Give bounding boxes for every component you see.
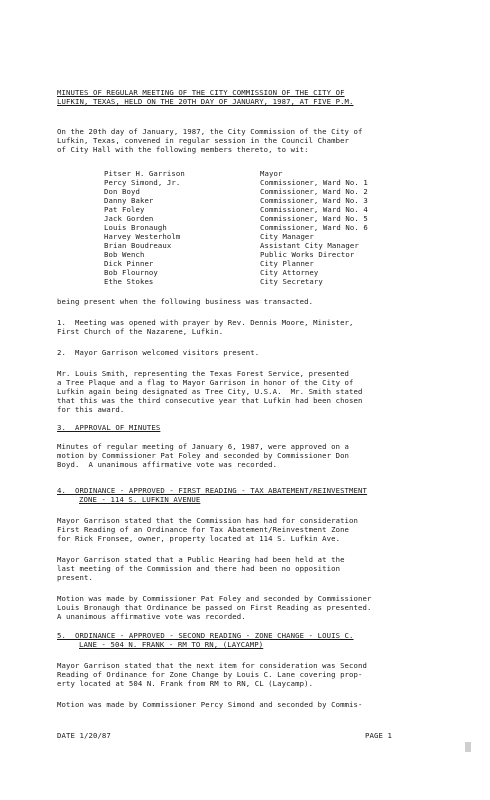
attendee-title: Commissioner, Ward No. 2 [260, 187, 368, 196]
attendee-title: Public Works Director [260, 250, 355, 259]
section-4-para-2: Mayor Garrison stated that a Public Hearing had been held at the [57, 555, 345, 564]
attendee-name: Ethe Stokes [104, 277, 154, 286]
attendee-title: City Secretary [260, 277, 323, 286]
attendee-name: Don Boyd [104, 187, 140, 196]
attendee-name: Danny Baker [104, 196, 154, 205]
section-4-para-3: Motion was made by Commissioner Pat Foley and seconded by Commissioner [57, 594, 372, 603]
attendee-title: City Planner [260, 259, 314, 268]
attendee-name: Bob Wench [104, 250, 145, 259]
attendee-name: Dick Pinner [104, 259, 154, 268]
section-4-para-1: for Rick Fronsee, owner, property located at 114 S. Lufkin Ave. [57, 534, 341, 543]
section-4-para-2: last meeting of the Commission and there had been no opposition [57, 564, 341, 573]
attendee-title: City Manager [260, 232, 314, 241]
attendee-title: Commissioner, Ward No. 6 [260, 223, 368, 232]
footer-date: DATE 1/20/87 [57, 731, 111, 740]
title-line-1: MINUTES OF REGULAR MEETING OF THE CITY COMMISSION OF THE CITY OF [57, 88, 345, 97]
attendee-title: Assistant City Manager [260, 241, 359, 250]
section-4-heading-1: 4. ORDINANCE - APPROVED - FIRST READING - TAX ABATEMENT/REINVESTMENT [57, 486, 368, 495]
attendee-title: Commissioner, Ward No. 5 [260, 214, 368, 223]
attendee-name: Pitser H. Garrison [104, 169, 185, 178]
attendee-title: Commissioner, Ward No. 3 [260, 196, 368, 205]
attendee-name: Harvey Westerholm [104, 232, 181, 241]
section-5-para-2: Motion was made by Commissioner Percy Simond and seconded by Commis- [57, 700, 363, 709]
item-2-line: 2. Mayor Garrison welcomed visitors present. [57, 348, 260, 357]
item-3-line: a Tree Plaque and a flag to Mayor Garrison in honor of the City of [57, 378, 354, 387]
scan-mark [465, 742, 471, 752]
attendee-name: Brian Boudreaux [104, 241, 172, 250]
section-5-para-1: Reading of Ordinance for Zone Change by Louis C. Lane covering prop- [57, 670, 363, 679]
intro-line-1: On the 20th day of January, 1987, the City Commission of the City of [57, 127, 363, 136]
intro-line-2: Lufkin, Texas, convened in regular session in the Council Chamber [57, 136, 350, 145]
attendee-name: Louis Bronaugh [104, 223, 167, 232]
item-1-line: First Church of the Nazarene, Lufkin. [57, 327, 224, 336]
attendee-title: Commissioner, Ward No. 4 [260, 205, 368, 214]
section-5-heading-2: LANE - 504 N. FRANK - RM TO RN, (LAYCAMP) [79, 640, 264, 649]
item-3-line: that this was the third consecutive year that Lufkin had been chosen [57, 396, 363, 405]
item-3-line: Mr. Louis Smith, representing the Texas Forest Service, presented [57, 369, 350, 378]
section-4-para-2: present. [57, 573, 93, 582]
section-3-line: motion by Commissioner Pat Foley and seconded by Commissioner Don [57, 451, 350, 460]
section-4-para-1: First Reading of an Ordinance for Tax Abatement/Reinvestment Zone [57, 525, 350, 534]
quorum-text: being present when the following business was transacted. [57, 297, 314, 306]
footer-page: PAGE 1 [365, 731, 392, 740]
section-5-para-1: erty located at 504 N. Frank from RM to RN, CL (Laycamp). [57, 679, 314, 688]
attendee-title: Commissioner, Ward No. 1 [260, 178, 368, 187]
section-4-para-3: A unanimous affirmative vote was recorded. [57, 612, 246, 621]
section-3-line: Minutes of regular meeting of January 6, 1987, were approved on a [57, 442, 350, 451]
section-5-para-1: Mayor Garrison stated that the next item for consideration was Second [57, 661, 368, 670]
attendee-name: Percy Simond, Jr. [104, 178, 181, 187]
attendee-title: City Attorney [260, 268, 319, 277]
item-1-line: 1. Meeting was opened with prayer by Rev. Dennis Moore, Minister, [57, 318, 354, 327]
section-3-line: Boyd. A unanimous affirmative vote was recorded. [57, 460, 278, 469]
attendee-name: Bob Flournoy [104, 268, 158, 277]
section-4-heading-2: ZONE - 114 S. LUFKIN AVENUE [79, 495, 201, 504]
attendee-name: Pat Foley [104, 205, 145, 214]
section-4-para-1: Mayor Garrison stated that the Commission has had for consideration [57, 516, 359, 525]
item-3-line: for this award. [57, 405, 125, 414]
section-5-heading-1: 5. ORDINANCE - APPROVED - SECOND READING - ZONE CHANGE - LOUIS C. [57, 631, 354, 640]
attendee-title: Mayor [260, 169, 283, 178]
title-line-2: LUFKIN, TEXAS, HELD ON THE 20TH DAY OF JANUARY, 1987, AT FIVE P.M. [57, 97, 354, 106]
intro-line-3: of City Hall with the following members thereto, to wit: [57, 145, 309, 154]
item-3-line: Lufkin again being designated as Tree City, U.S.A. Mr. Smith stated [57, 387, 363, 396]
section-4-para-3: Louis Bronaugh that Ordinance be passed on First Reading as presented. [57, 603, 372, 612]
attendee-name: Jack Gorden [104, 214, 154, 223]
section-3-heading: 3. APPROVAL OF MINUTES [57, 423, 161, 432]
